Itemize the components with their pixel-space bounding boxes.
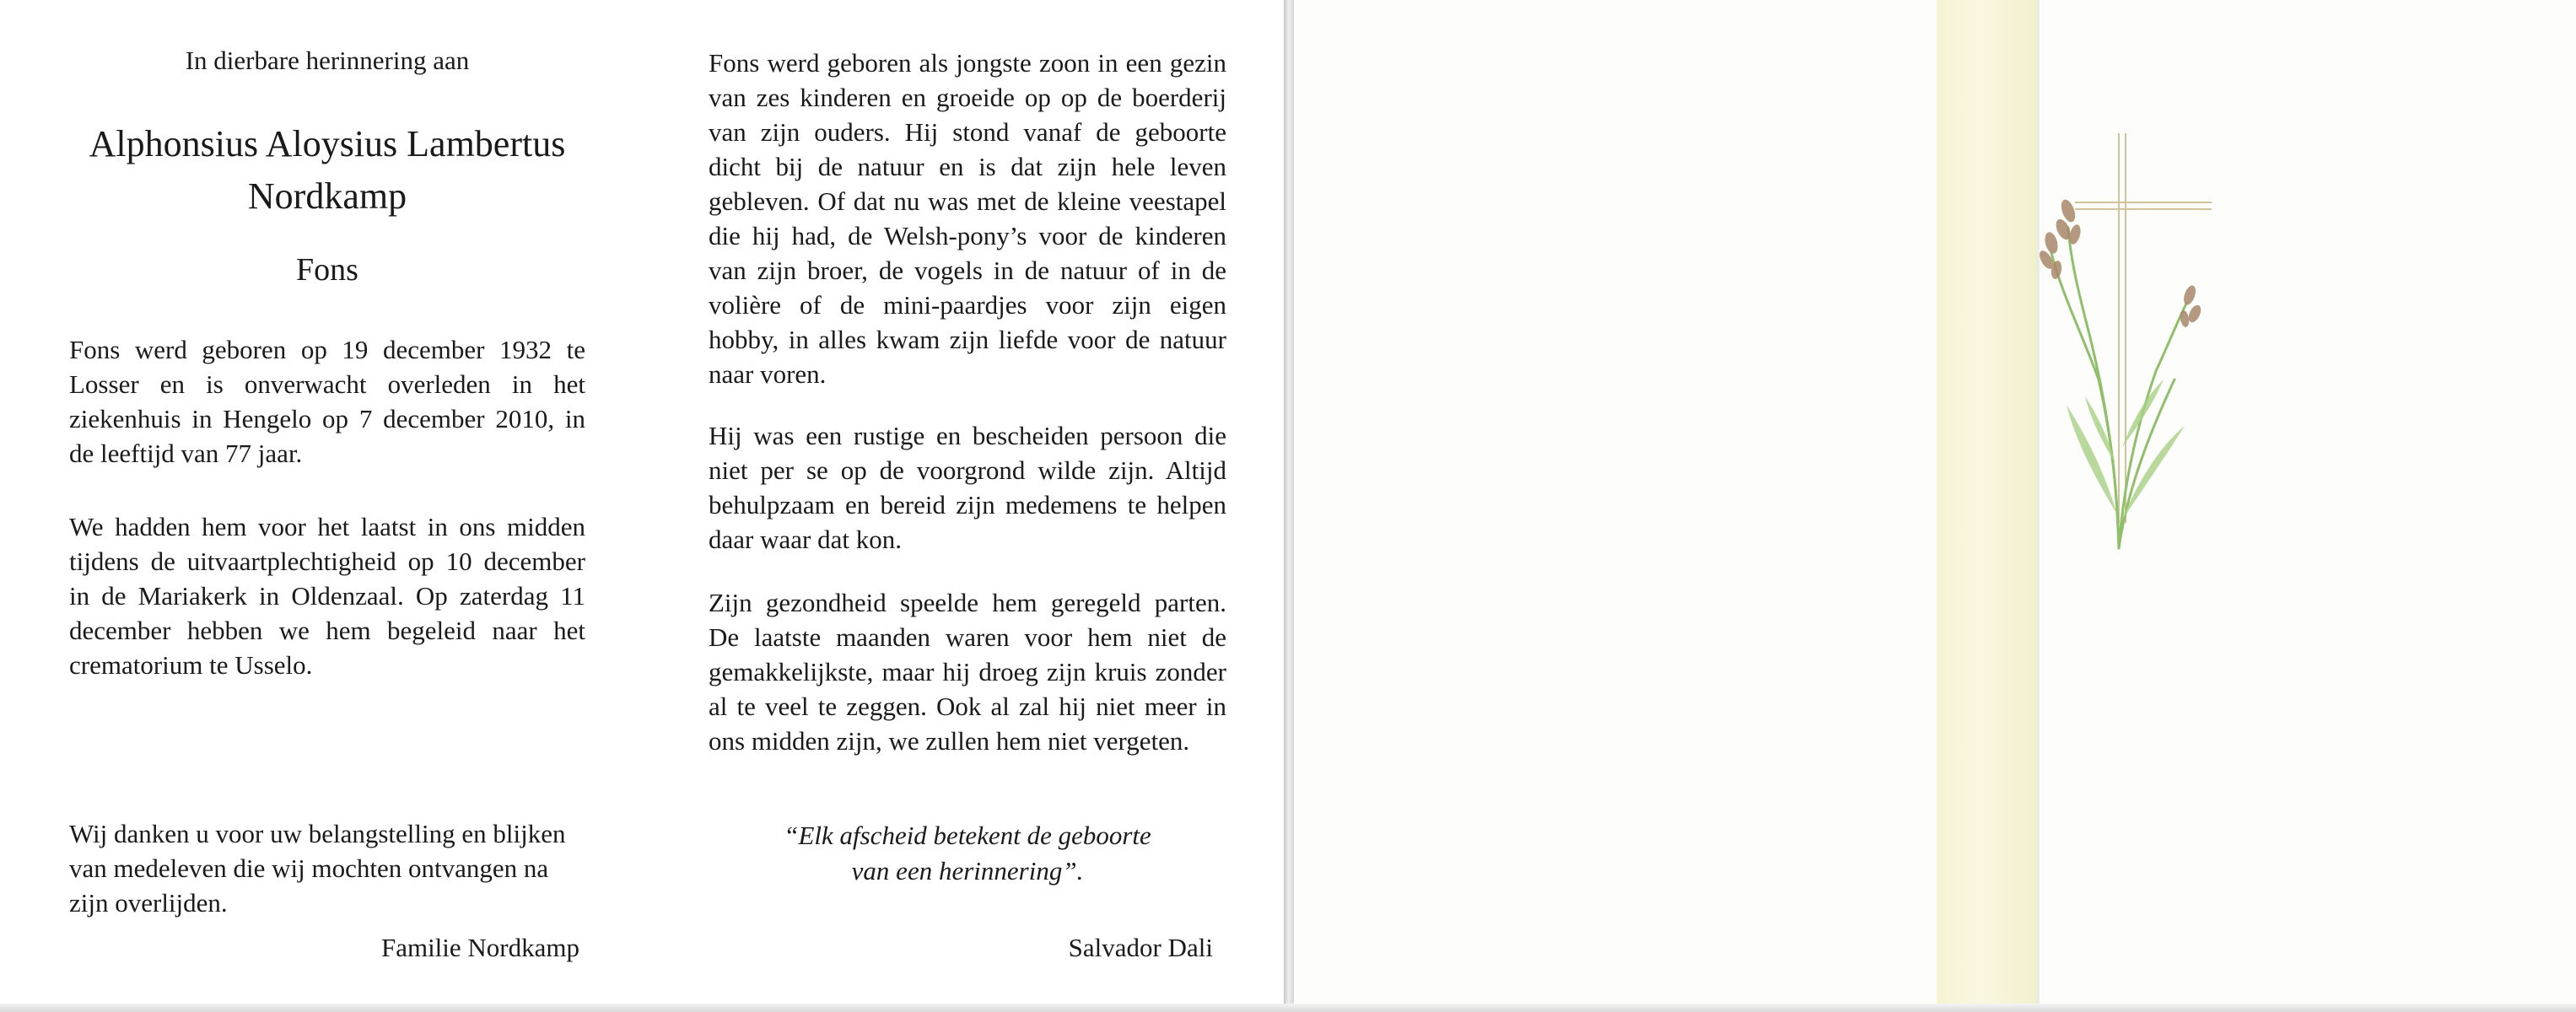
deceased-full-name	[52, 118, 602, 223]
quote-author: Salvador Dali	[1068, 933, 1213, 962]
page-bottom-edge	[0, 1004, 2576, 1012]
nickname: Fons	[296, 252, 358, 288]
health-paragraph: Zijn gezondheid speelde hem geregeld parten. De laatste maanden waren voor hem niet de gemakkelijkste, maar hij droeg zijn kruis zonder al te veel te zeggen. Ook al zal hij niet meer in ons midden zijn, we zullen hem niet vergeten.	[709, 588, 1226, 756]
quote	[709, 818, 1226, 889]
intro-text: In dierbare herinnering aan	[185, 46, 470, 75]
cross-with-wheat-icon	[1991, 126, 2244, 565]
birth-death-paragraph: Fons werd geboren op 19 december 1932 te Losser en is onverwacht overleden in het ziekenhuis in Hengelo op 7 december 2010, in de leeftijd van 77 jaar.	[69, 335, 585, 468]
name-line-2: Nordkamp	[247, 175, 407, 217]
life-paragraph: Fons werd geboren als jongste zoon in een gezin van zes kinderen en groeide op op de boerderij van zijn ouders. Hij stond vanaf de geboorte dicht bij de natuur en is dat zijn hele leven gebleven. Of dat nu was met de kleine veestapel die hij had, de Welsh-pony’s voor de kinderen van zijn broer, de vogels in de natuur of in de volière of de mini-paardjes voor zijn eigen hobby, in alles kwam zijn liefde voor de natuur naar voren.	[709, 48, 1226, 389]
family-signature: Familie Nordkamp	[380, 933, 579, 962]
character-paragraph: Hij was een rustige en bescheiden persoon die niet per se op de voorgrond wilde zijn. Altijd behulpzaam en bereid zijn medemens te helpen daar waar dat kon.	[709, 421, 1226, 554]
funeral-paragraph: We hadden hem voor het laatst in ons midden tijdens de uitvaartplechtigheid op 10 december in de Mariakerk in Oldenzaal. Op zaterdag 11 december hebben we hem begeleid naar het crematorium te Usselo.	[69, 512, 585, 680]
card-cover-page	[1294, 0, 2576, 1012]
card-fold	[1284, 0, 1294, 1012]
name-line-1: Alphonsius Aloysius Lambertus	[89, 123, 566, 164]
thanks-paragraph: Wij danken u voor uw belangstelling en blijken van medeleven die wij mochten ontvangen na zijn overlijden.	[69, 819, 566, 918]
quote-line-2: van een herinnering”.	[851, 856, 1084, 886]
quote-line-1: “Elk afscheid betekent de geboorte	[784, 821, 1151, 850]
